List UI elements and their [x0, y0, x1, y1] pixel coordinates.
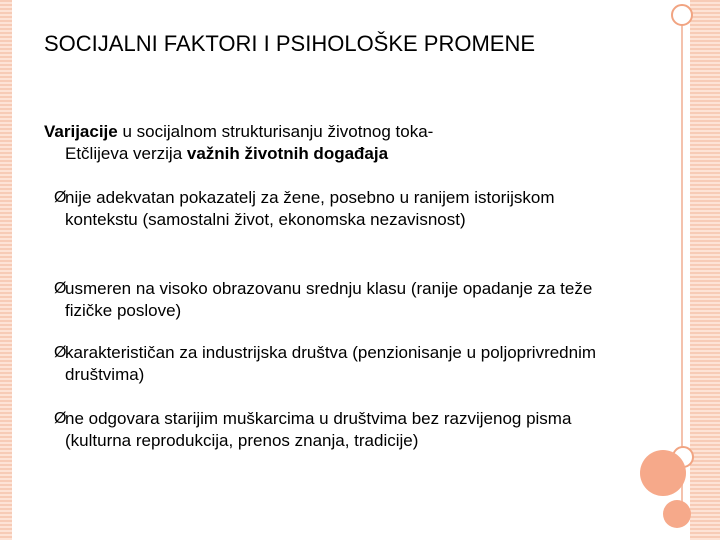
intro-line2-bold: važnih životnih događaja [186, 144, 389, 163]
small-dot-decoration [663, 500, 691, 528]
intro-bold-start: Varijacije [44, 122, 118, 141]
intro-paragraph [44, 121, 634, 165]
intro-line2-plain: Etčlijeva verzija [65, 144, 187, 163]
arrow-bullet-icon: Ø [54, 280, 67, 297]
arrow-bullet-icon: Ø [54, 410, 67, 427]
intro-line-2 [44, 143, 634, 165]
bullet-text: nije adekvatan pokazatelj za žene, posebno u ranijem istorijskom kontekstu (samostalni život, ekonomska nezavisnost) [65, 188, 555, 229]
top-ring-decoration [671, 4, 693, 26]
slide-title: SOCIJALNI FAKTORI I PSIHOLOŠKE PROMENE [44, 31, 536, 56]
left-decorative-stripe [0, 0, 12, 540]
right-decorative-stripe [690, 0, 720, 540]
arrow-bullet-icon: Ø [54, 344, 67, 361]
intro-text: u socijalnom strukturisanju životnog toka- [117, 122, 434, 141]
bullet-text: usmeren na visoko obrazovanu srednju klasu (ranije opadanje za teže fizičke poslove) [65, 279, 593, 320]
arrow-bullet-icon: Ø [54, 189, 67, 206]
bullet-text: ne odgovara starijim muškarcima u društvima bez razvijenog pisma (kulturna reprodukcija, prenos znanja, tradicije) [65, 409, 572, 450]
vertical-rule-line [681, 20, 683, 520]
large-dot-decoration [640, 450, 686, 496]
bullet-text: karakterističan za industrijska društva (penzionisanje u poljoprivrednim društvima) [65, 343, 597, 384]
